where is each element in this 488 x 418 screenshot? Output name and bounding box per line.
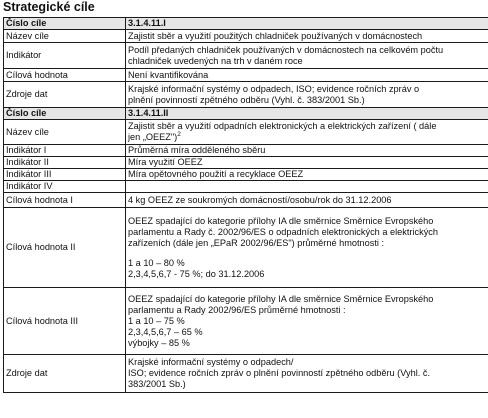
data-sources-value	[126, 82, 488, 108]
goal-code-value: 3.1.4.11.II	[126, 108, 488, 120]
target-row	[4, 288, 488, 355]
goal-code-label: Číslo cíle	[4, 18, 126, 30]
target-label: Cílová hodnota II	[4, 208, 126, 288]
indicator-row	[4, 157, 488, 169]
target-row	[4, 69, 488, 82]
target-line: 2,3,4,5,6,7 - 75 %; do 31.12.2006	[128, 268, 265, 279]
goal-name-line	[128, 132, 488, 143]
target-label: Cílová hodnota	[4, 69, 126, 82]
line-spacer	[128, 249, 488, 258]
indicator-value: Míra využití OEEZ	[126, 157, 488, 169]
goal-name-line-text: jen „OEEZ")	[128, 132, 178, 142]
target-value: Není kvantifikována	[126, 69, 488, 82]
target-line: 1 a 10 – 75 %	[128, 315, 185, 326]
goal-name-label: Název cíle	[4, 30, 126, 43]
target-line: parlamentu a Rady č. 2002/96/ES o odpadních elektronických a elektrických	[128, 226, 438, 237]
footnote-ref: 2	[177, 130, 181, 138]
goal-code-row	[4, 108, 488, 120]
indicator-value: Míra opětovného použití a recyklace OEEZ	[126, 169, 488, 181]
data-sources-row	[4, 355, 488, 393]
target-value: 4 kg OEEZ ze soukromých domácností/osobu/rok do 31.12.2006	[126, 193, 488, 208]
target-row	[4, 208, 488, 288]
target-line: 2,3,4,5,6,7 – 65 %	[128, 326, 203, 337]
indicator-label: Indikátor I	[4, 145, 126, 157]
indicator-label: Indikátor II	[4, 157, 126, 169]
data-sources-label: Zdroje dat	[4, 355, 126, 393]
target-label: Cílová hodnota III	[4, 288, 126, 355]
page-title: Strategické cíle	[3, 0, 95, 14]
strategic-goals-table	[3, 17, 488, 393]
target-label: Cílová hodnota I	[4, 193, 126, 208]
goal-name-row	[4, 120, 488, 145]
data-sources-line: Krajské informační systémy o odpadech/	[128, 357, 294, 367]
data-sources-line: plnění povinností zpětného odběru (Vyhl. č. 383/2001 Sb.)	[128, 94, 365, 105]
indicator-label: Indikátor III	[4, 169, 126, 181]
indicator-row	[4, 145, 488, 157]
target-value	[126, 208, 488, 288]
goal-name-value: Zajistit sběr a využití použitých chladniček používaných v domácnostech	[126, 30, 488, 43]
goal-name-label: Název cíle	[4, 120, 126, 145]
goal-name-row	[4, 30, 488, 43]
target-line: OEEZ spadající do kategorie přílohy IA dle směrnice Směrnice Evropského	[128, 293, 434, 304]
data-sources-value	[126, 355, 488, 393]
target-line: výbojky – 85 %	[128, 337, 190, 348]
indicator-row	[4, 43, 488, 69]
target-line: zařízeních (dále jen „EPaR 2002/96/ES") průměrné hmotnosti :	[128, 237, 385, 248]
indicator-value	[126, 181, 488, 193]
target-line: 1 a 10 – 80 %	[128, 257, 185, 268]
goal-code-row	[4, 18, 488, 30]
indicator-label: Indikátor IV	[4, 181, 126, 193]
indicator-value: Průměrná míra odděleného sběru	[126, 145, 488, 157]
indicator-label: Indikátor	[4, 43, 126, 69]
data-sources-row	[4, 82, 488, 108]
goal-name-value	[126, 120, 488, 145]
goal-name-line: Zajistit sběr a využití odpadních elektronických a elektrických zařízení ( dále	[128, 121, 437, 131]
indicator-line: Podíl předaných chladniček používaných v domácnostech na celkovém počtu	[128, 44, 444, 55]
target-row	[4, 193, 488, 208]
data-sources-line: ISO; evidence ročních zpráv o plnění povinností zpětného odběru (Vyhl. č.	[128, 368, 431, 378]
goal-code-label: Číslo cíle	[4, 108, 126, 120]
target-value	[126, 288, 488, 355]
goal-code-value: 3.1.4.11.I	[126, 18, 488, 30]
indicator-line: chladniček uvedených na trh v daném roce	[128, 55, 303, 66]
data-sources-line: 383/2001 Sb.)	[128, 379, 186, 389]
target-line: parlamentu a Rady 2002/96/ES průměrné hmotnosti :	[128, 304, 346, 315]
indicator-value	[126, 43, 488, 69]
data-sources-line: Krajské informační systémy o odpadech, ISO; evidence ročních zpráv o	[128, 83, 420, 94]
data-sources-label: Zdroje dat	[4, 82, 126, 108]
indicator-row	[4, 169, 488, 181]
target-line: OEEZ spadající do kategorie přílohy IA dle směrnice Směrnice Evropského	[128, 215, 434, 226]
indicator-row	[4, 181, 488, 193]
